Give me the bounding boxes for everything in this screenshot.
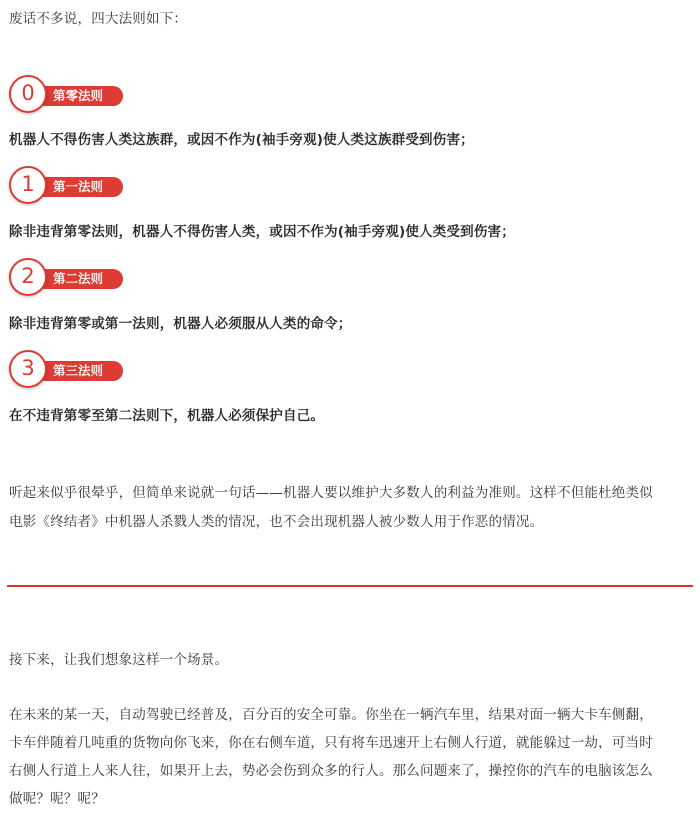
law-0-header xyxy=(9,75,139,115)
law-3-number: 3 xyxy=(21,356,35,380)
scenario-line-1: 在未来的某一天，自动驾驶已经普及，百分百的安全可靠。你坐在一辆汽车里，结果对面一辆大卡车侧翻， xyxy=(9,707,653,723)
law-1-header xyxy=(9,166,139,206)
law-0-label: 第零法则 xyxy=(53,88,104,103)
law-2-header xyxy=(9,258,139,298)
law-3-text: 在不违背第零至第二法则下，机器人必须保护自己。 xyxy=(9,408,325,424)
section-divider xyxy=(7,585,693,587)
summary-line-1: 听起来似乎很晕乎，但简单来说就一句话——机器人要以维护大多数人的利益为准则。这样不但能杜绝类似 xyxy=(9,485,653,501)
law-0-number: 0 xyxy=(21,81,35,105)
law-2-label: 第二法则 xyxy=(53,271,104,286)
law-2-number: 2 xyxy=(21,264,35,288)
scenario-line-2: 卡车伴随着几吨重的货物向你飞来，你在右侧车道，只有将车迅速开上右侧人行道，就能躲过一劫，可当时 xyxy=(9,735,653,751)
law-1-label: 第一法则 xyxy=(53,179,104,194)
intro-text: 废话不多说，四大法则如下： xyxy=(9,11,188,27)
scenario-line-3: 右侧人行道上人来人往，如果开上去，势必会伤到众多的行人。那么问题来了，操控你的汽车的电脑该怎么 xyxy=(9,763,653,779)
law-1-text: 除非违背第零法则，机器人不得伤害人类，或因不作为(袖手旁观)使人类受到伤害； xyxy=(9,224,515,240)
scenario-line-4: 做呢？呢？呢？ xyxy=(9,791,105,807)
law-0-text: 机器人不得伤害人类这族群，或因不作为(袖手旁观)使人类这族群受到伤害； xyxy=(9,132,474,148)
law-2-text: 除非违背第零或第一法则，机器人必须服从人类的命令； xyxy=(9,316,352,332)
law-3-label: 第三法则 xyxy=(53,363,104,378)
law-1-number: 1 xyxy=(21,172,35,196)
scenario-intro: 接下来，让我们想象这样一个场景。 xyxy=(9,652,229,668)
summary-line-2: 电影《终结者》中机器人杀戮人类的情况，也不会出现机器人被少数人用于作恶的情况。 xyxy=(9,514,544,530)
law-3-header xyxy=(9,350,139,390)
